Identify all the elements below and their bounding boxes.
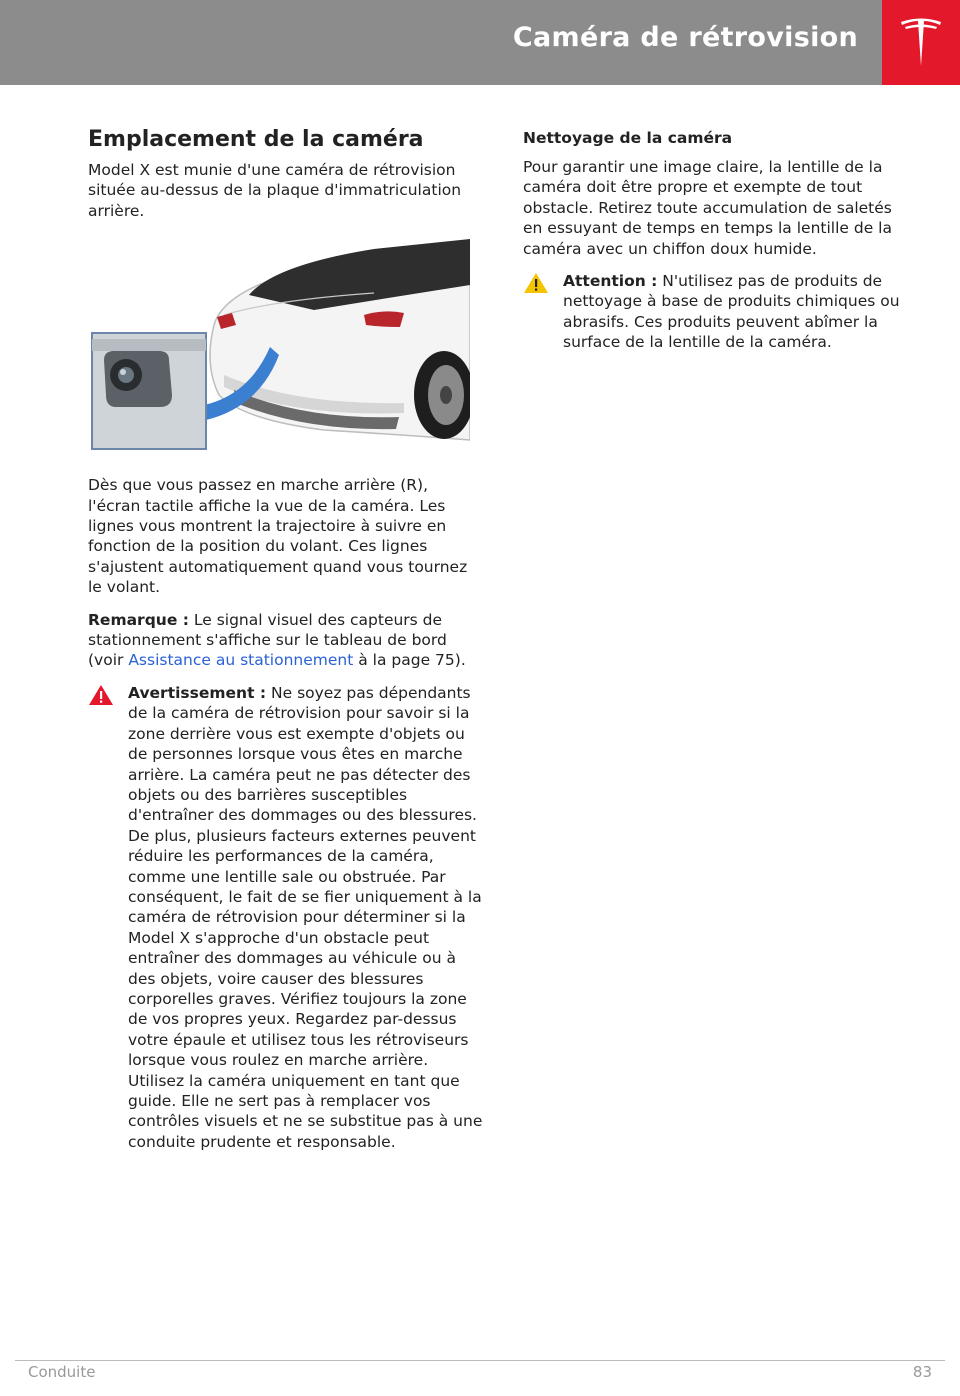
- remark-text: Le signal visuel des capteurs de stationnement s'affiche sur le tableau de bord (voir: [88, 610, 447, 670]
- footer-divider: [15, 1360, 945, 1361]
- caution-label: Attention :: [563, 272, 658, 291]
- warning-text: Ne soyez pas dépendants de la caméra de rétrovision pour savoir si la zone derrière vous est exempte d'objets ou de personnes lorsque vous êtes en marche arrière. La caméra peut ne pas détecter des objets ou des barrières susceptibles d'entraîner des dommages ou des blessures. De plus, plusieurs facteurs externes peuvent réduire les performances de la caméra, comme une lentille sale ou obstruée. Par conséquent, le fait de se fier uniquement à la caméra de rétrovision pour déterminer si la Model X s'approche d'un obstacle peut entraîner des dommages au véhicule ou à des objets, voire causer des blessures corporelles graves. Vérifiez toujours la zone de vos propres yeux. Regardez par-dessus votre épaule et utilisez tous les rétroviseurs lorsque vous roulez en marche arrière. Utilisez la caméra uniquement en tant que guide. Elle ne sert pas à remplacer vos contrôles visuels et ne se substitue pas à une conduite prudente et responsable.: [128, 683, 483, 1151]
- cleaning-paragraph: Pour garantir une image claire, la lentille de la caméra doit être propre et exempte de tout obstacle. Retirez toute accumulation de saletés en essuyant de temps en temps la lentille de la caméra avec un chiffon doux humide.: [523, 158, 892, 258]
- caution-text: N'utilisez pas de produits de nettoyage à base de produits chimiques ou abrasifs. Ces produits peuvent abîmer la surface de la lentille de la caméra.: [563, 272, 900, 352]
- right-column: [523, 129, 913, 365]
- remark-label: Remarque :: [88, 610, 189, 629]
- tesla-logo-icon: [899, 16, 943, 68]
- page-header: [0, 0, 960, 85]
- cleaning-heading: Nettoyage de la caméra: [523, 129, 733, 147]
- intro-paragraph: Model X est munie d'une caméra de rétrovision située au-dessus de la plaque d'immatriculation arrière.: [88, 161, 462, 220]
- parking-assist-link[interactable]: Assistance au stationnement: [128, 651, 354, 670]
- page-number: 83: [912, 1363, 932, 1381]
- remark-text-end: à la page 75).: [353, 651, 466, 670]
- warning-triangle-icon: [88, 684, 114, 706]
- warning-note: [88, 683, 484, 1152]
- caution-triangle-icon: [523, 272, 549, 294]
- section-heading: Emplacement de la caméra: [88, 127, 424, 152]
- caution-note: [523, 271, 913, 353]
- left-column: [88, 127, 484, 1164]
- brand-logo: [882, 0, 960, 85]
- reverse-paragraph: Dès que vous passez en marche arrière (R), l'écran tactile affiche la vue de la caméra. Les lignes vous montrent la trajectoire à suivre en fonction de la position du volant. Ces lignes s'ajustent automatiquement quand vous tournez le volant.: [88, 476, 468, 597]
- camera-location-illustration: [74, 235, 470, 453]
- warning-label: Avertissement :: [128, 683, 267, 702]
- remark-paragraph: [88, 610, 484, 671]
- page-title: Caméra de rétrovision: [512, 22, 858, 53]
- footer-section: Conduite: [28, 1363, 96, 1381]
